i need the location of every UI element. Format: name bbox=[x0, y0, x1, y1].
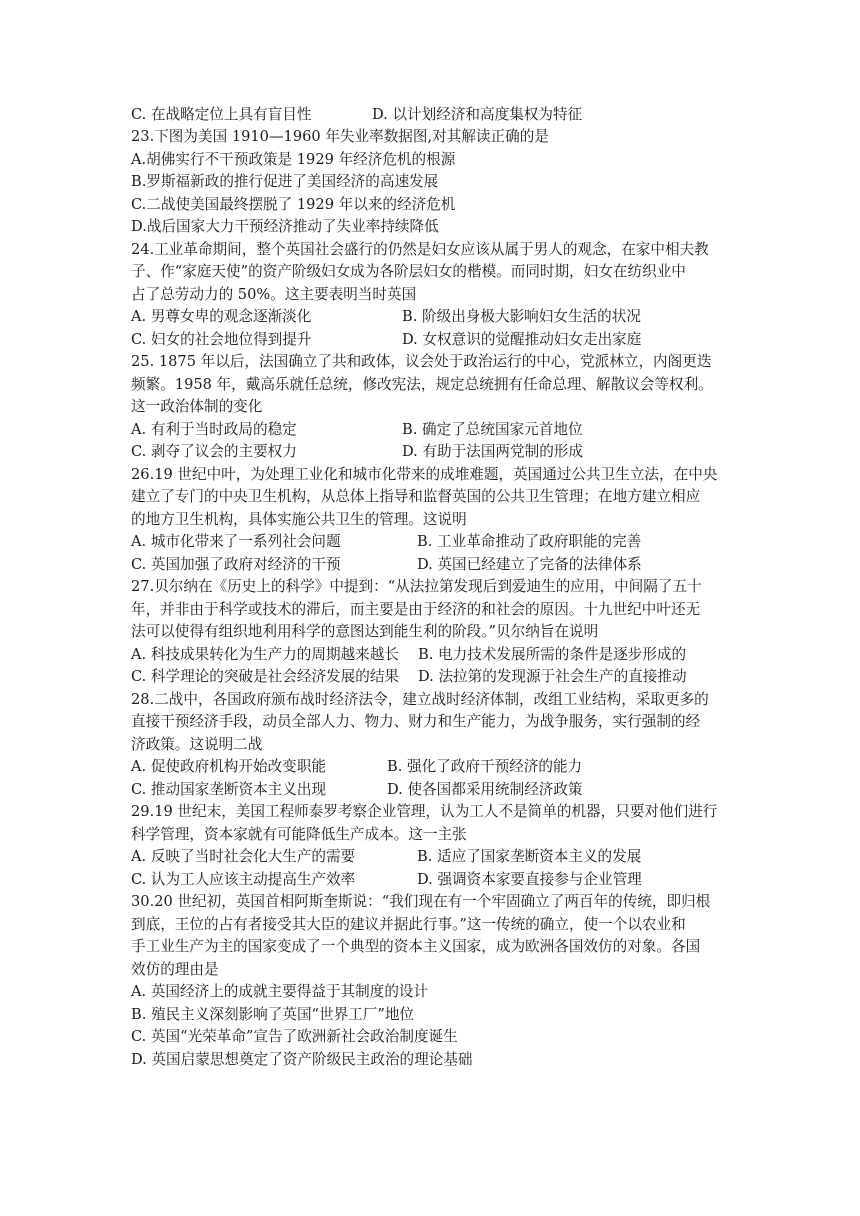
q25-stem-line-2: 频繁。1958 年，戴高乐就任总统，修改宪法，规定总统拥有任命总理、解散议会等权利。 bbox=[131, 376, 713, 393]
q28-option-a[interactable]: A. 促使政府机构开始改变职能 bbox=[131, 758, 326, 775]
q25-stem-line-1: 25. 1875 年以后，法国确立了共和政体，议会处于政治运行的中心，党派林立，内阁更迭 bbox=[131, 353, 712, 370]
q30-stem-line-3: 手工业生产为主的国家变成了一个典型的资本主义国家，成为欧洲各国效仿的对象。各国 bbox=[131, 938, 701, 955]
q26-stem-line-1: 26.19 世纪中叶，为处理工业化和城市化带来的成堆难题，英国通过公共卫生立法，在中央 bbox=[131, 466, 718, 483]
q22-option-d[interactable]: D. 以计划经济和高度集权为特征 bbox=[372, 106, 583, 123]
q28-stem-line-3: 济政策。这说明二战 bbox=[131, 736, 263, 753]
q25-option-b[interactable]: B. 确定了总统国家元首地位 bbox=[402, 421, 583, 438]
q25-option-d[interactable]: D. 有助于法国两党制的形成 bbox=[402, 443, 583, 460]
q28-option-d[interactable]: D. 使各国都采用统制经济政策 bbox=[387, 781, 583, 798]
q29-option-a[interactable]: A. 反映了当时社会化大生产的需要 bbox=[131, 848, 356, 865]
q28-option-b[interactable]: B. 强化了政府干预经济的能力 bbox=[387, 758, 583, 775]
q28-option-c[interactable]: C. 推动国家垄断资本主义出现 bbox=[131, 781, 327, 798]
q29-options-cd bbox=[131, 869, 741, 892]
q23-option-b[interactable]: B.罗斯福新政的推行促进了美国经济的高速发展 bbox=[131, 173, 439, 190]
q27-option-c[interactable]: C. 科学理论的突破是社会经济发展的结果 bbox=[131, 668, 400, 685]
q25-options-ab bbox=[131, 419, 741, 442]
q30-stem-line-4: 效仿的理由是 bbox=[131, 961, 219, 978]
q25-options-cd bbox=[131, 441, 741, 464]
q30-stem-line-2: 到底，王位的占有者接受其大臣的建议并据此行事。”这一传统的确立，使一个以农业和 bbox=[131, 916, 686, 933]
q29-stem-line-2: 科学管理，资本家就有可能降低生产成本。这一主张 bbox=[131, 826, 467, 843]
q29-option-d[interactable]: D. 强调资本家要直接参与企业管理 bbox=[417, 871, 642, 888]
q27-stem-line-3: 法可以使得有组织地利用科学的意图达到能生利的阶段。”贝尔纳旨在说明 bbox=[131, 623, 599, 640]
q22-options-cd bbox=[131, 104, 741, 127]
q26-option-c[interactable]: C. 英国加强了政府对经济的干预 bbox=[131, 556, 341, 573]
q27-option-a[interactable]: A. 科技成果转化为生产力的周期越来越长 bbox=[131, 646, 399, 663]
q28-options-cd bbox=[131, 779, 741, 802]
q25-stem-line-3: 这一政治体制的变化 bbox=[131, 398, 263, 415]
q24-options-cd bbox=[131, 329, 741, 352]
q28-stem-line-2: 直接干预经济手段，动员全部人力、物力、财力和生产能力，为战争服务，实行强制的经 bbox=[131, 713, 701, 730]
q30-option-a[interactable]: A. 英国经济上的成就主要得益于其制度的设计 bbox=[131, 983, 429, 1000]
q24-stem-line-1: 24.工业革命期间，整个英国社会盛行的仍然是妇女应该从属于男人的观念，在家中相夫教 bbox=[131, 241, 709, 258]
q28-options-ab bbox=[131, 756, 741, 779]
q27-options-ab bbox=[131, 644, 741, 667]
q27-option-b[interactable]: B. 电力技术发展所需的条件是逐步形成的 bbox=[418, 646, 687, 663]
q26-stem-line-3: 的地方卫生机构，具体实施公共卫生的管理。这说明 bbox=[131, 511, 467, 528]
q23-option-a[interactable]: A.胡佛实行不干预政策是 1929 年经济危机的根源 bbox=[131, 151, 456, 168]
q23-option-d[interactable]: D.战后国家大力干预经济推动了失业率持续降低 bbox=[131, 218, 439, 235]
q30-stem-line-1: 30.20 世纪初，英国首相阿斯奎斯说：“我们现在有一个牢固确立了两百年的传统，即归根 bbox=[131, 893, 711, 910]
q26-options-cd bbox=[131, 554, 741, 577]
q24-option-c[interactable]: C. 妇女的社会地位得到提升 bbox=[131, 331, 312, 348]
q24-stem-line-2: 子、作“家庭天使”的资产阶级妇女成为各阶层妇女的楷模。而同时期，妇女在纺织业中 bbox=[131, 263, 686, 280]
q26-options-ab bbox=[131, 531, 741, 554]
q24-option-a[interactable]: A. 男尊女卑的观念逐渐淡化 bbox=[131, 308, 312, 325]
q29-options-ab bbox=[131, 846, 741, 869]
q27-stem-line-2: 年，并非由于科学或技术的滞后，而主要是由于经济的和社会的原因。十九世纪中叶还无 bbox=[131, 601, 701, 618]
q23-option-c[interactable]: C.二战使美国最终摆脱了 1929 年以来的经济危机 bbox=[131, 196, 456, 213]
q29-stem-line-1: 29.19 世纪末，美国工程师泰罗考察企业管理，认为工人不是简单的机器，只要对他们进行 bbox=[131, 803, 718, 820]
q28-stem-line-1: 28.二战中，各国政府颁布战时经济法令，建立战时经济体制，改组工业结构，采取更多的 bbox=[131, 691, 709, 708]
q24-options-ab bbox=[131, 306, 741, 329]
q30-option-b[interactable]: B. 殖民主义深刻影响了英国“世界工厂”地位 bbox=[131, 1006, 415, 1023]
q29-option-b[interactable]: B. 适应了国家垄断资本主义的发展 bbox=[417, 848, 642, 865]
q27-stem-line-1: 27.贝尔纳在《历史上的科学》中提到：“从法拉第发现后到爱迪生的应用，中间隔了五十 bbox=[131, 578, 702, 595]
q29-option-c[interactable]: C. 认为工人应该主动提高生产效率 bbox=[131, 871, 356, 888]
q22-option-c[interactable]: C. 在战略定位上具有盲目性 bbox=[131, 106, 312, 123]
q30-option-c[interactable]: C. 英国“光荣革命”宣告了欧洲新社会政治制度诞生 bbox=[131, 1028, 458, 1045]
q26-stem-line-2: 建立了专门的中央卫生机构，从总体上指导和监督英国的公共卫生管理；在地方建立相应 bbox=[131, 488, 701, 505]
q26-option-d[interactable]: D. 英国已经建立了完备的法律体系 bbox=[417, 556, 642, 573]
q27-options-cd bbox=[131, 666, 741, 689]
q25-option-a[interactable]: A. 有利于当时政局的稳定 bbox=[131, 421, 297, 438]
q23-stem: 23.下图为美国 1910—1960 年失业率数据图,对其解读正确的是 bbox=[131, 128, 549, 145]
q26-option-b[interactable]: B. 工业革命推动了政府职能的完善 bbox=[417, 533, 642, 550]
q30-option-d[interactable]: D. 英国启蒙思想奠定了资产阶级民主政治的理论基础 bbox=[131, 1051, 473, 1068]
q24-option-b[interactable]: B. 阶级出身极大影响妇女生活的状况 bbox=[402, 308, 641, 325]
q26-option-a[interactable]: A. 城市化带来了一系列社会问题 bbox=[131, 533, 341, 550]
q27-option-d[interactable]: D. 法拉第的发现源于社会生产的直接推动 bbox=[418, 668, 687, 685]
q24-option-d[interactable]: D. 女权意识的觉醒推动妇女走出家庭 bbox=[402, 331, 642, 348]
q25-option-c[interactable]: C. 剥夺了议会的主要权力 bbox=[131, 443, 297, 460]
q24-stem-line-3: 占了总劳动力的 50%。这主要表明当时英国 bbox=[131, 286, 417, 303]
